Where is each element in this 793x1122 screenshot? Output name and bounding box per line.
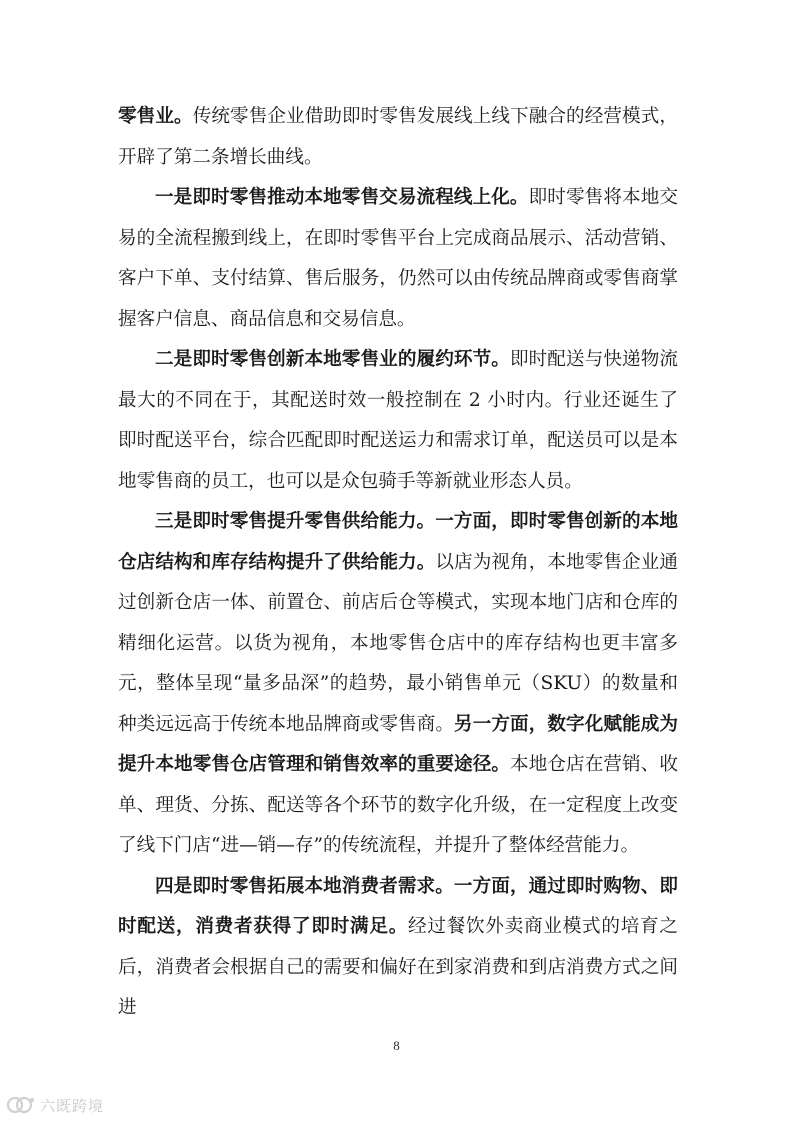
text-segment: 本地仓店在营销、收单、理货、分拣、配送等各个环节的数字化升级，在一定程度上改变了线下门店“进—销—存”的传统流程，并提升了整体经营能力。 bbox=[118, 754, 678, 856]
bold-text: 一是即时零售推动本地零售交易流程线上化。 bbox=[155, 187, 529, 208]
text-segment: 以店为视角，本地零售企业通过创新仓店一体、前置仓、前店后仓等模式，实现本地门店和仓库的精细化运营。以货为视角，本地零售仓店中的库存结构也更丰富多元，整体呈现“量多品深”的趋势，最小销售单元（SKU）的数量和种类远远高于传统本地品牌商或零售商。 bbox=[118, 551, 678, 735]
text-segment: 经过餐饮外卖商业模式的培育之后，消费者会根据自己的需要和偏好在到家消费和到店消费方式之间进 bbox=[118, 916, 678, 1018]
body-text bbox=[118, 97, 678, 1029]
watermark-logo-icon bbox=[6, 1094, 36, 1116]
bold-text: 零售业。 bbox=[118, 106, 193, 127]
text-segment: 传统零售企业借助即时零售发展线上线下融合的经营模式，开辟了第二条增长曲线。 bbox=[118, 106, 678, 168]
watermark-text: 六既跨境 bbox=[40, 1096, 105, 1115]
bold-text: 另一方面，数字化赋能成为提升本地零售仓店管理和销售效率的重要途径。 bbox=[118, 713, 678, 775]
paragraph bbox=[118, 502, 678, 867]
paragraph bbox=[118, 97, 678, 178]
page-number: 8 bbox=[393, 1038, 400, 1053]
text-segment: 即时零售将本地交易的全流程搬到线上，在即时零售平台上完成商品展示、活动营销、客户下单、支付结算、售后服务，仍然可以由传统品牌商或零售商掌握客户信息、商品信息和交易信息。 bbox=[118, 187, 678, 330]
text-segment: 即时配送与快递物流最大的不同在于，其配送时效一般控制在 2 小时内。行业还诞生了即时配送平台，综合匹配即时配送运力和需求订单，配送员可以是本地零售商的员工，也可以是众包骑手等新就业形态人员。 bbox=[118, 349, 678, 492]
paragraph bbox=[118, 340, 678, 502]
watermark bbox=[6, 1093, 104, 1117]
bold-text: 三是即时零售提升零售供给能力。一方面，即时零售创新的本地仓店结构和库存结构提升了供给能力。 bbox=[118, 511, 678, 573]
bold-text: 四是即时零售拓展本地消费者需求。一方面，通过即时购物、即时配送，消费者获得了即时满足。 bbox=[118, 875, 678, 937]
paragraph bbox=[118, 867, 678, 1029]
paragraph bbox=[118, 178, 678, 340]
bold-text: 二是即时零售创新本地零售业的履约环节。 bbox=[155, 349, 510, 370]
